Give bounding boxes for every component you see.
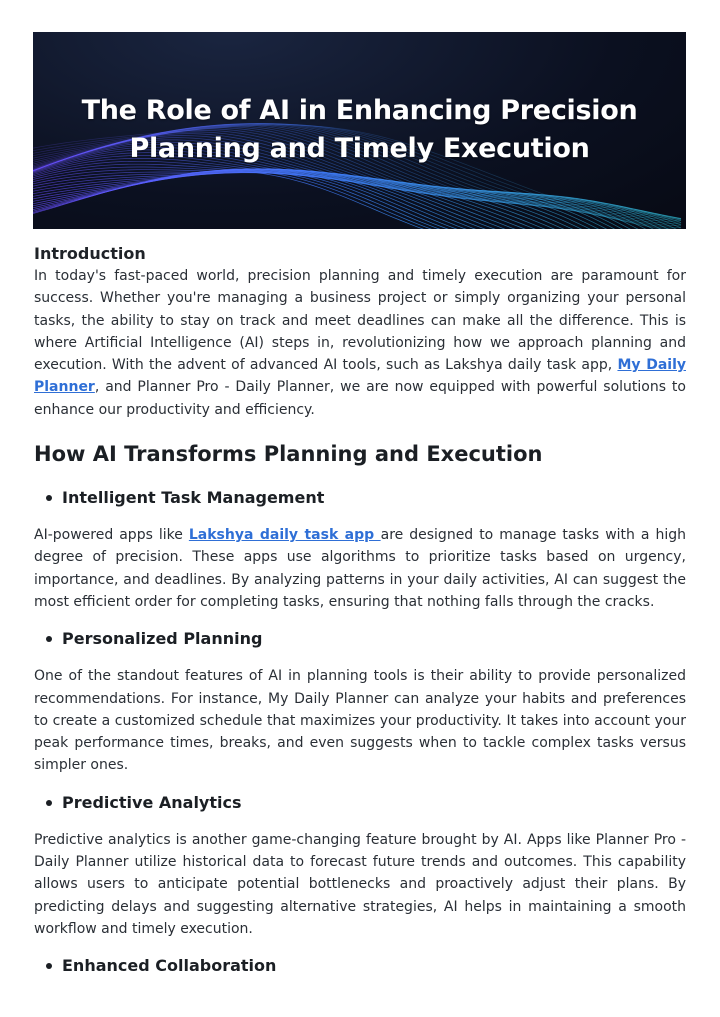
item-1-text-1: AI-powered apps like [34, 527, 189, 544]
banner-title [33, 92, 686, 168]
bullet-title-2: Personalized Planning [62, 629, 263, 649]
bullet-item-4 [34, 955, 686, 977]
item-1-paragraph [34, 524, 686, 613]
bullet-icon [46, 963, 52, 969]
intro-text-2: , and Planner Pro - Daily Planner, we are now equipped with powerful solutions to enhance our productivity and efficiency. [34, 379, 686, 418]
bullet-item-3 [34, 792, 686, 814]
section-heading: How AI Transforms Planning and Execution [34, 442, 543, 467]
my-daily-planner-link[interactable]: My Daily Planner [34, 357, 686, 396]
item-3-paragraph: Predictive analytics is another game-changing feature brought by AI. Apps like Planner Pro - Daily Planner utilize historical data to forecast future trends and outcomes. This capability allows users to anticipate potential bottlenecks and proactively adjust their plans. By predicting delays and suggesting alternative strategies, AI helps in maintaining a smooth workflow and timely execution. [34, 831, 686, 937]
wave-line [33, 158, 681, 229]
bullet-item-2 [34, 628, 686, 650]
item-2-paragraph: One of the standout features of AI in planning tools is their ability to provide personalized recommendations. For instance, My Daily Planner can analyze your habits and preferences to create a customized schedule that maximizes your productivity. It takes into account your peak performance times, breaks, and even suggests when to tackle complex tasks versus simpler ones. [34, 668, 686, 774]
wave-line [33, 164, 681, 229]
banner-title-line-2: Planning and Timely Execution [129, 133, 590, 164]
bullet-icon [46, 636, 52, 642]
lakshya-app-link[interactable]: Lakshya daily task app [188, 527, 381, 544]
bullet-title-1: Intelligent Task Management [62, 488, 325, 508]
intro-heading: Introduction [34, 244, 146, 263]
intro-text-1: In today's fast-paced world, precision planning and timely execution are paramount for success. Whether you're managing a business project or simply organizing your personal tasks, the ability to stay on track and meet deadlines can make all the difference. This is where Artificial Intelligence (AI) steps in, revolutionizing how we approach planning and execution. With the advent of advanced AI tools, such as Lakshya daily task app, [34, 268, 686, 374]
intro-paragraph [34, 265, 686, 421]
bullet-title-4: Enhanced Collaboration [62, 956, 277, 976]
bullet-icon [46, 495, 52, 501]
item-1-text-2: are designed to manage tasks with a high degree of precision. These apps use algorithms to prioritize tasks based on urgency, importance, and deadlines. By analyzing patterns in your daily activities, AI can suggest the most efficient order for completing tasks, ensuring that nothing falls through the cracks. [34, 527, 686, 610]
banner-title-line-1: The Role of AI in Enhancing Precision [81, 95, 638, 126]
bullet-item-1 [34, 487, 686, 509]
bullet-title-3: Predictive Analytics [62, 792, 242, 812]
bullet-icon [46, 800, 52, 806]
hero-banner [33, 32, 686, 229]
article-body [34, 243, 686, 977]
